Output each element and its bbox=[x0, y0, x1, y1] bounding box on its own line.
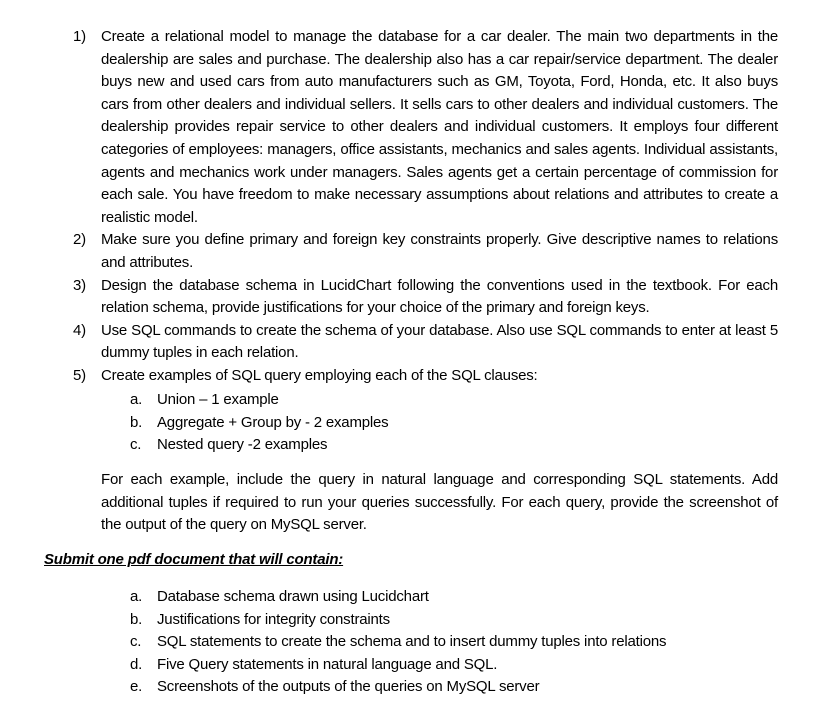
task-number: 2) bbox=[73, 231, 86, 249]
item-letter: b. bbox=[130, 610, 143, 628]
query-example-item bbox=[130, 412, 750, 435]
task-item-4 bbox=[73, 320, 778, 365]
query-example-item bbox=[130, 389, 750, 412]
submit-heading: Submit one pdf document that will contain: bbox=[44, 551, 344, 568]
task-text: Use SQL commands to create the schema of your database. Also use SQL commands to enter at least 5 dummy tuples in each relation. bbox=[101, 321, 778, 362]
item-letter: a. bbox=[130, 391, 143, 408]
query-example-item bbox=[130, 434, 750, 457]
item-letter: c. bbox=[130, 436, 142, 454]
item-letter: b. bbox=[130, 413, 143, 431]
submission-item bbox=[130, 631, 770, 654]
task-text: Create examples of SQL query employing each of the SQL clauses: bbox=[101, 366, 538, 384]
task-text: Create a relational model to manage the database for a car dealer. The main two departments in the dealership are sales and purchase. The dealership also has a car repair/service department. The dealer buys new and used cars from auto manufacturers such as GM, Toyota, Ford, Honda, etc. It also buys cars from other dealers and individual sellers. It sells cars to other dealers and individual customers. The dealership provides repair service to other dealers and individual customers. It employs four different categories of employees: managers, office assistants, mechanics and sales agents. Individual assistants, agents and mechanics work under managers. Sales agents get a certain percentage of commission for each sale. You have freedom to make necessary assumptions about relations and attributes to create a realistic model. bbox=[101, 28, 778, 226]
task-number: 3) bbox=[73, 276, 86, 294]
item-text: Screenshots of the outputs of the queries on MySQL server bbox=[157, 678, 540, 696]
item-text: Justifications for integrity constraints bbox=[157, 610, 390, 628]
task-item-5 bbox=[73, 365, 778, 388]
query-example-list bbox=[130, 389, 750, 457]
numbered-task-list bbox=[73, 26, 778, 388]
submission-item bbox=[130, 609, 770, 632]
task-item-1 bbox=[73, 26, 778, 229]
task-number: 5) bbox=[73, 366, 86, 384]
item-letter: c. bbox=[130, 633, 142, 651]
submission-item bbox=[130, 676, 770, 699]
item-text: SQL statements to create the schema and to insert dummy tuples into relations bbox=[157, 633, 667, 651]
example-instructions-paragraph: For each example, include the query in natural language and corresponding SQL statements. Add additional tuples if required to run your queries successfully. For each query, provide the screenshot of the output of the query on MySQL server. bbox=[101, 471, 778, 534]
item-text: Aggregate + Group by - 2 examples bbox=[157, 413, 389, 431]
task-text: Make sure you define primary and foreign key constraints properly. Give descriptive names to relations and attributes. bbox=[101, 231, 778, 271]
item-letter: a. bbox=[130, 588, 143, 605]
submission-item bbox=[130, 654, 770, 677]
item-text: Five Query statements in natural language and SQL. bbox=[157, 655, 498, 673]
task-item-2 bbox=[73, 229, 778, 274]
item-letter: e. bbox=[130, 678, 143, 696]
item-text: Union – 1 example bbox=[157, 391, 279, 408]
item-text: Nested query -2 examples bbox=[157, 436, 328, 454]
item-letter: d. bbox=[130, 655, 143, 673]
item-text: Database schema drawn using Lucidchart bbox=[157, 588, 429, 605]
task-number: 1) bbox=[73, 28, 86, 45]
task-item-3 bbox=[73, 275, 778, 320]
task-text: Design the database schema in LucidChart following the conventions used in the textbook. For each relation schema, provide justifications for your choice of the primary and foreign keys. bbox=[101, 276, 778, 317]
submission-item bbox=[130, 586, 770, 609]
task-number: 4) bbox=[73, 321, 86, 339]
submission-items-list bbox=[130, 586, 770, 699]
